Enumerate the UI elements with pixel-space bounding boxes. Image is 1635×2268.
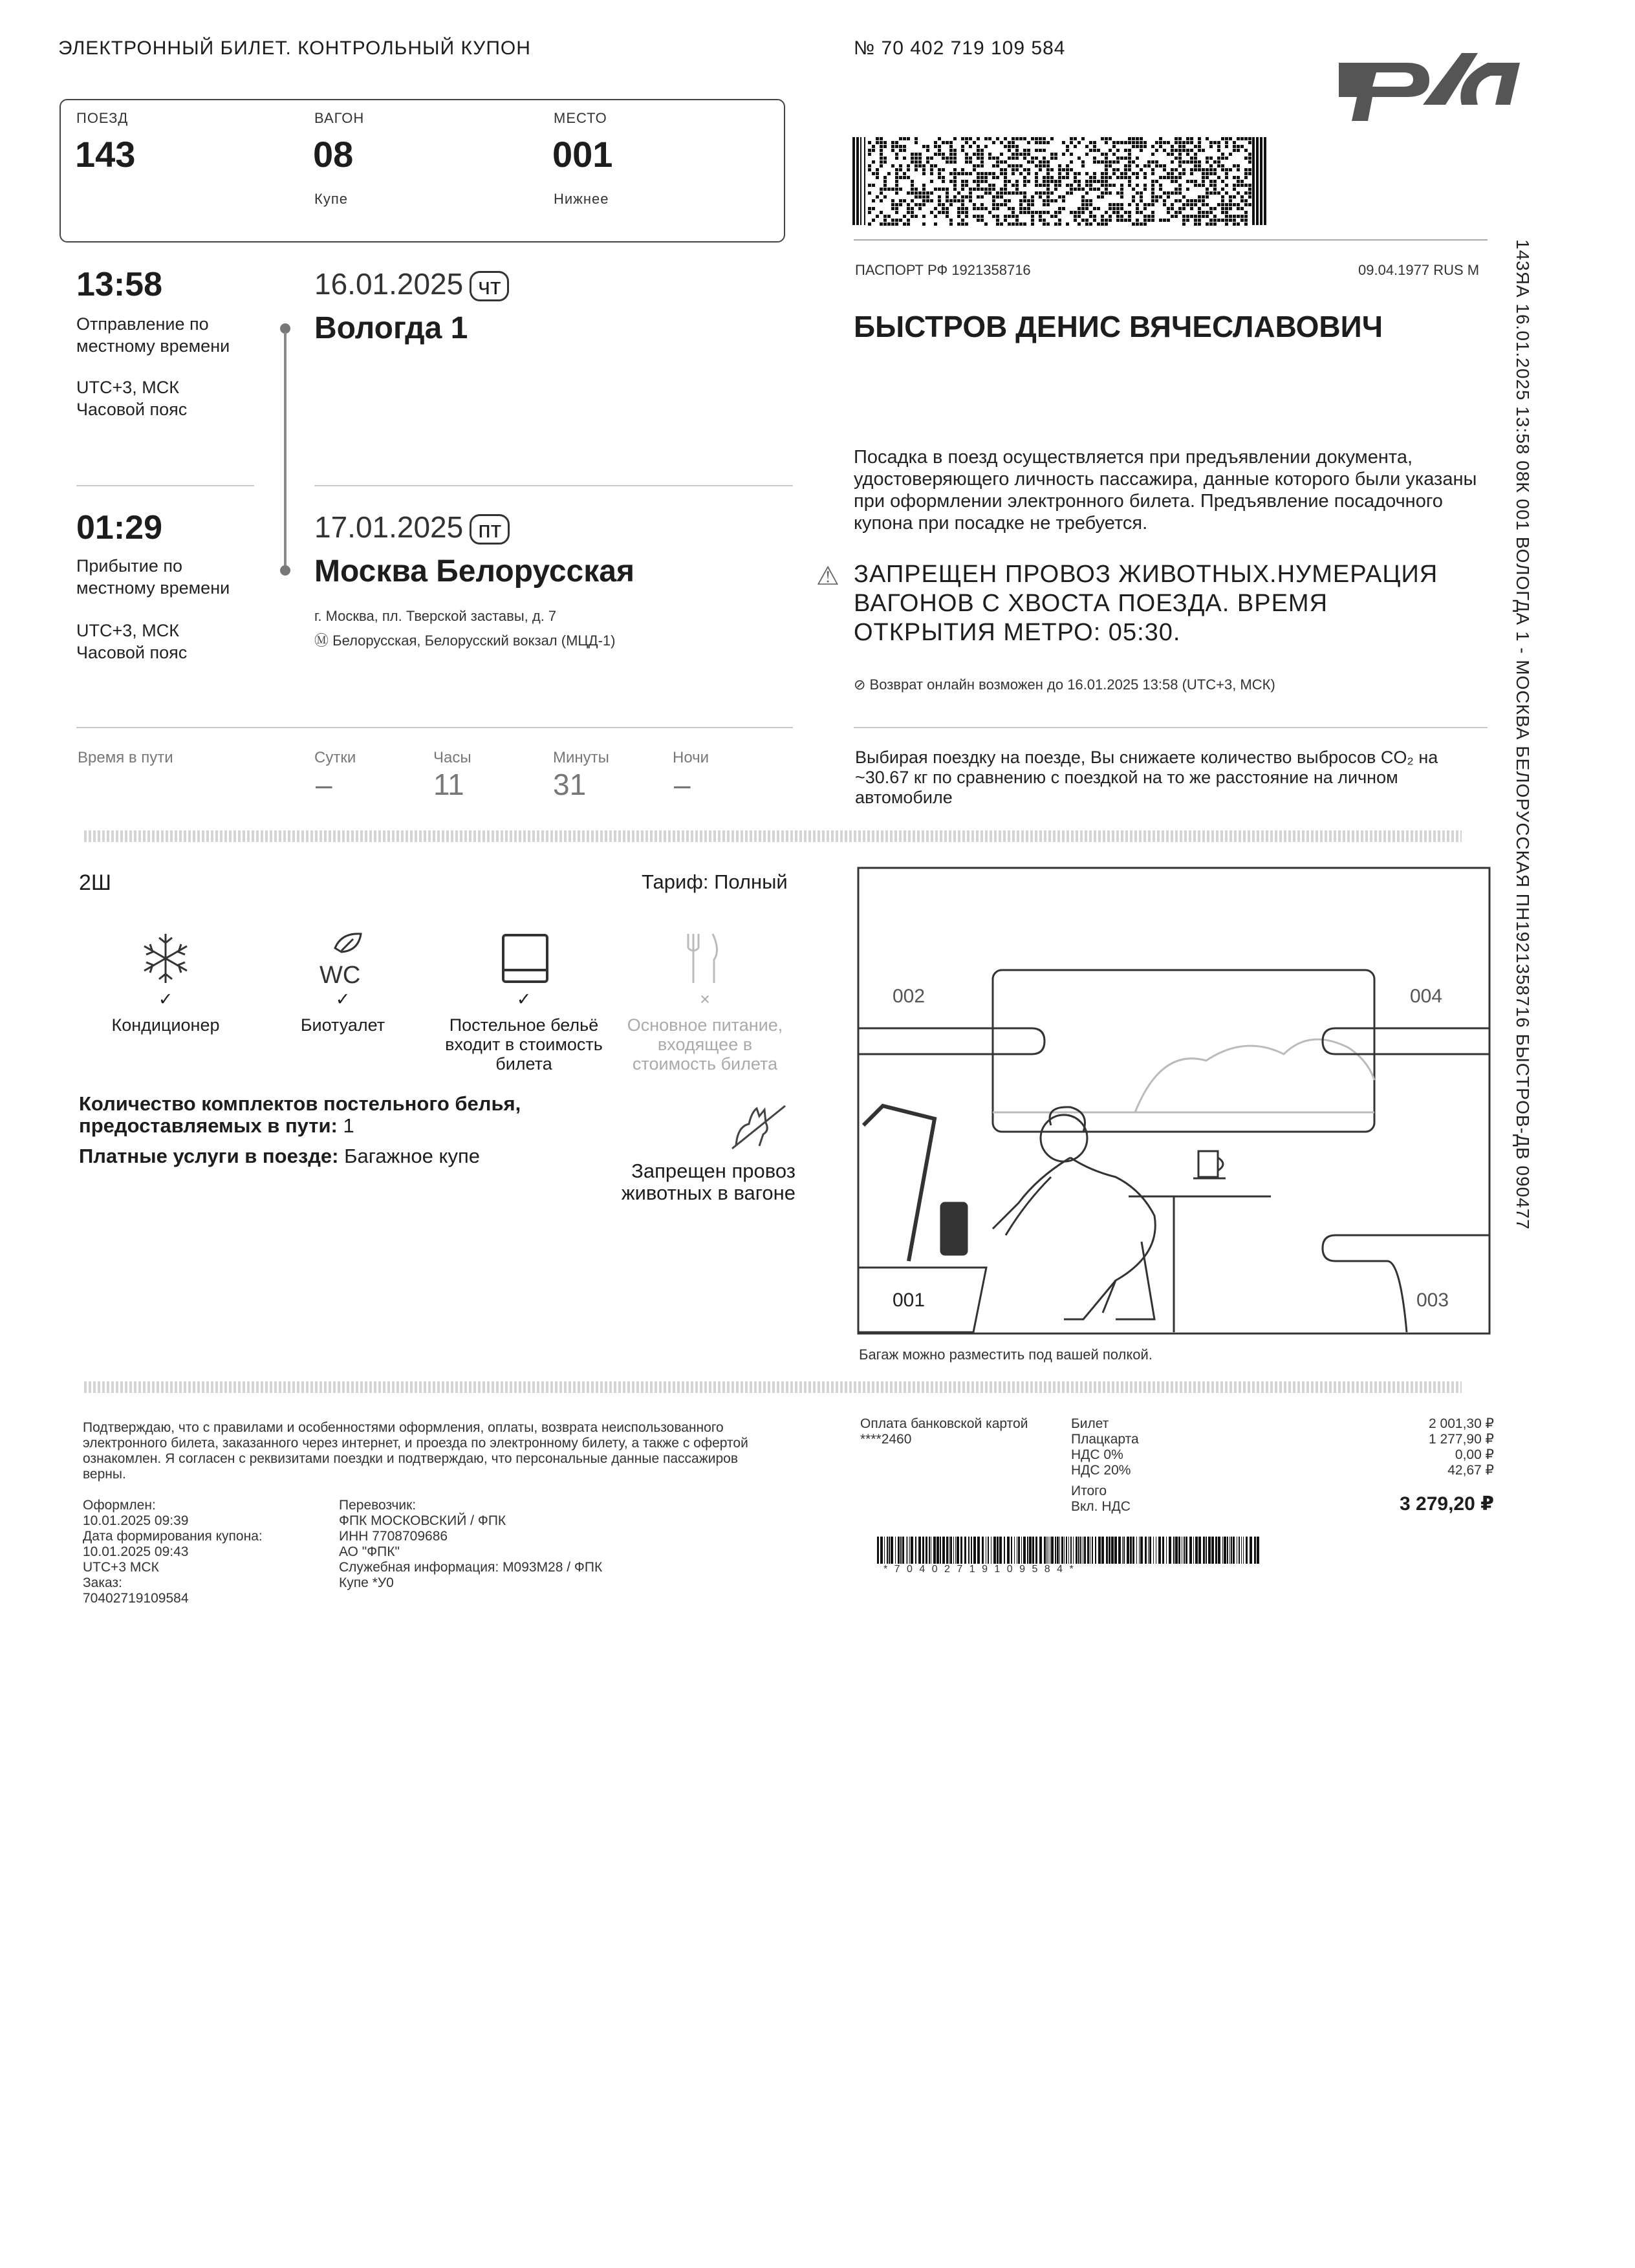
warning-text: ЗАПРЕЩЕН ПРОВОЗ ЖИВОТНЫХ.НУМЕРАЦИЯ ВАГОНОВ С ХВОСТА ПОЕЗДА. ВРЕМЯ ОТКРЫТИЯ МЕТРО: 05:30. xyxy=(854,561,1438,646)
passenger-name: БЫСТРОВ ДЕНИС ВЯЧЕСЛАВОВИЧ xyxy=(854,310,1383,343)
order-number: 70402719109584 xyxy=(83,1591,189,1606)
bedding-sets-value: 1 xyxy=(343,1114,354,1137)
wc-icon xyxy=(316,929,373,988)
duration-label: Время в пути xyxy=(78,749,173,766)
duration-days-label: Сутки xyxy=(314,749,356,766)
total-label: Итого xyxy=(1071,1484,1107,1498)
arrival-date: 17.01.2025 xyxy=(314,510,464,544)
carrier-company: АО "ФПК" xyxy=(339,1544,400,1559)
departure-tz-label: Часовой пояс xyxy=(76,400,188,419)
car-type: Купе xyxy=(314,191,348,207)
carrier-label: Перевозчик: xyxy=(339,1498,417,1513)
price-value: 2 001,30 ₽ xyxy=(1429,1416,1494,1431)
tariff: Тариф: Полный xyxy=(642,870,788,893)
passport: ПАСПОРТ РФ 1921358716 xyxy=(855,262,1031,278)
amenity-wc-label: Биотуалет xyxy=(300,1015,385,1035)
price-label: Плацкарта xyxy=(1071,1432,1139,1447)
barcode-digits: * 7 0 4 0 2 7 1 9 1 0 9 5 8 4 * xyxy=(883,1564,1076,1575)
duration-days: – xyxy=(316,768,332,801)
payment-method: Оплата банковской картой xyxy=(860,1416,1028,1431)
departure-date-row xyxy=(314,266,509,301)
document-title: ЭЛЕКТРОННЫЙ БИЛЕТ. КОНТРОЛЬНЫЙ КУПОН xyxy=(58,38,531,59)
car-label: ВАГОН xyxy=(314,110,365,126)
total-sub: Вкл. НДС xyxy=(1071,1499,1131,1514)
train-number: 143 xyxy=(75,134,136,175)
order-barcode xyxy=(877,1537,1265,1566)
departure-date: 16.01.2025 xyxy=(314,267,464,301)
order-label: Заказ: xyxy=(83,1575,122,1590)
departure-station: Вологда 1 xyxy=(314,311,468,345)
refund-row xyxy=(854,676,1275,693)
vertical-ticket-code: 143ЯА 16.01.2025 13:58 08К 001 ВОЛОГДА 1 - МОСКВА БЕЛОРУССКАЯ ПН1921358716 БЫСТРОВ-ДВ 090477 xyxy=(1513,239,1533,1230)
card-number: ****2460 xyxy=(860,1432,912,1447)
amenity-snowflake-label: Кондиционер xyxy=(111,1015,220,1035)
amenity-bedding-mark: ✓ xyxy=(516,989,532,1009)
ticket-number: № 70 402 719 109 584 xyxy=(854,38,1066,59)
arrival-weekday: пт xyxy=(470,514,510,545)
seat-label-003: 003 xyxy=(1416,1290,1449,1311)
seat-number: 001 xyxy=(552,134,613,175)
bedding-sets-row xyxy=(79,1093,551,1137)
route-end-dot xyxy=(280,565,290,576)
refund-text: Возврат онлайн возможен до 16.01.2025 13:58 (UTC+3, МСК) xyxy=(869,676,1275,693)
amenity-meal-label: Основное питание, входящее в стоимость билета xyxy=(627,1015,783,1074)
arrival-metro-row xyxy=(314,630,615,650)
duration-minutes-label: Минуты xyxy=(553,749,609,766)
metro-icon: Ⓜ xyxy=(314,632,333,649)
amenity-meal-mark: × xyxy=(700,989,710,1009)
rzd-logo xyxy=(1332,40,1526,124)
issue-info xyxy=(83,1498,329,1606)
carrier-inn: ИНН 7708709686 xyxy=(339,1529,448,1544)
arrival-tz: UTC+3, МСК xyxy=(76,621,179,640)
arrival-time: 01:29 xyxy=(76,509,162,546)
coupon-label: Дата формирования купона: xyxy=(83,1529,263,1544)
total-amount: 3 279,20 ₽ xyxy=(1400,1493,1494,1515)
arrival-address: г. Москва, пл. Тверской заставы, д. 7 xyxy=(314,608,557,624)
warning-icon: ⚠ xyxy=(816,562,839,590)
duration-nights: – xyxy=(674,768,691,801)
compartment-illustration xyxy=(857,867,1491,1339)
duration-hours: 11 xyxy=(433,768,464,801)
issued-label: Оформлен: xyxy=(83,1498,156,1513)
snowflake-icon xyxy=(138,931,193,986)
luggage-note: Багаж можно разместить под вашей полкой. xyxy=(859,1346,1153,1363)
arrival-metro: Белорусская, Белорусский вокзал (МЦД-1) xyxy=(332,632,616,649)
paid-services-row xyxy=(79,1145,480,1168)
seat-label-002: 002 xyxy=(893,986,926,1007)
coupon-tz: UTC+3 МСК xyxy=(83,1560,159,1575)
no-animals-icon xyxy=(723,1101,794,1152)
arrival-time-note: Прибытие по местному времени xyxy=(76,556,230,598)
price-label: НДС 0% xyxy=(1071,1447,1123,1462)
service-info: Служебная информация: М093М28 / ФПК xyxy=(339,1560,603,1575)
amenity-snowflake-mark: ✓ xyxy=(158,989,173,1009)
birth-info: 09.04.1977 RUS M xyxy=(1358,262,1480,278)
arrival-date-row xyxy=(314,510,510,545)
price-value: 1 277,90 ₽ xyxy=(1429,1432,1494,1447)
price-label: Билет xyxy=(1071,1416,1109,1431)
price-label: НДС 20% xyxy=(1071,1463,1131,1478)
svg-text:WC: WC xyxy=(319,962,361,988)
route-line xyxy=(284,332,287,565)
car-number: 08 xyxy=(313,134,354,175)
price-value: 42,67 ₽ xyxy=(1447,1463,1494,1478)
duration-minutes: 31 xyxy=(553,768,587,801)
seat-type: Нижнее xyxy=(554,191,609,207)
meal-icon xyxy=(683,931,724,986)
price-value: 0,00 ₽ xyxy=(1455,1447,1494,1462)
consent-text: Подтверждаю, что с правилами и особенностями оформления, оплаты, возврата неиспользованного электронного билета, заказанного через интернет, и проезда по электронному билету, а также с офертой ознакомлен. Я согласен с реквизитами поездки и подтверждаю, что персональные данные пассажиров верны. xyxy=(83,1420,748,1482)
dotted-divider-2 xyxy=(84,1381,1462,1393)
ticket-barcode xyxy=(852,137,1273,228)
carrier-name: ФПК МОСКОВСКИЙ / ФПК xyxy=(339,1513,506,1528)
carrier-info xyxy=(339,1498,740,1591)
duration-nights-label: Ночи xyxy=(673,749,709,766)
boarding-note: Посадка в поезд осуществляется при предъявлении документа, удостоверяющего личность пассажира, данные которого были указаны при оформлении электронного билета. Предъявление посадочного купона при посадке не требуется. xyxy=(854,447,1477,534)
refund-icon: ⊘ xyxy=(854,676,870,693)
eco-note: Выбирая поездку на поезде, Вы снижаете количество выбросов CO₂ на ~30.67 кг по сравнению с поездкой на то же расстояние на личном автомобиле xyxy=(855,748,1438,807)
no-animals-text: Запрещен провоз животных в вагоне xyxy=(621,1160,796,1204)
issued-date: 10.01.2025 09:39 xyxy=(83,1513,189,1528)
departure-weekday: чт xyxy=(470,271,509,301)
coupon-date: 10.01.2025 09:43 xyxy=(83,1544,189,1559)
departure-time: 13:58 xyxy=(76,266,162,303)
amenity-bedding-label: Постельное бельё входит в стоимость билета xyxy=(445,1015,603,1074)
paid-services-label: Платные услуги в поезде: xyxy=(79,1145,339,1167)
seat-label-001: 001 xyxy=(893,1290,926,1311)
duration-hours-label: Часы xyxy=(433,749,471,766)
seat-label-004: 004 xyxy=(1410,986,1443,1007)
arrival-tz-label: Часовой пояс xyxy=(76,643,188,662)
dotted-divider-1 xyxy=(84,830,1462,842)
bedding-sets-label: Количество комплектов постельного белья, предоставляемых в пути: xyxy=(79,1092,521,1137)
paid-services-value: Багажное купе xyxy=(344,1145,480,1167)
departure-tz: UTC+3, МСК xyxy=(76,378,179,397)
service-class: 2Ш xyxy=(79,870,112,895)
train-label: ПОЕЗД xyxy=(76,110,129,126)
departure-time-note: Отправление по местному времени xyxy=(76,314,230,356)
bedding-icon xyxy=(499,931,551,986)
arrival-station: Москва Белорусская xyxy=(314,554,634,589)
car-code: Купе *У0 xyxy=(339,1575,394,1590)
amenity-wc-mark: ✓ xyxy=(335,989,351,1009)
train-info-box xyxy=(60,99,785,243)
seat-label: МЕСТО xyxy=(554,110,607,126)
